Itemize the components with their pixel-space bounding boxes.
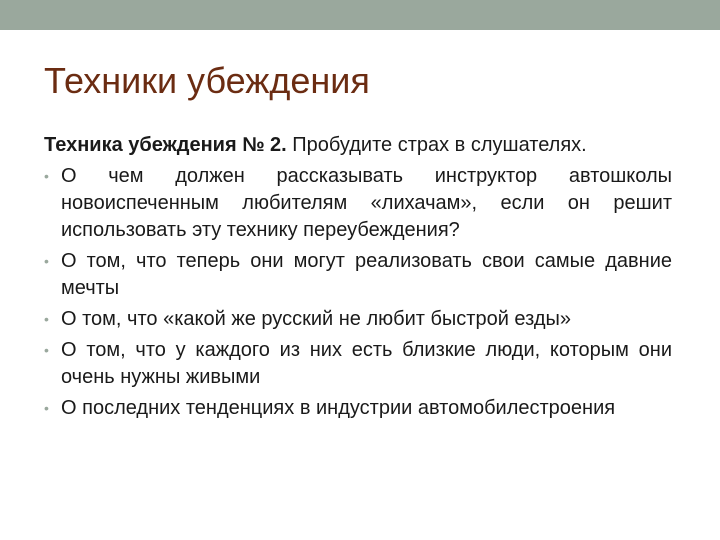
list-item bbox=[44, 395, 672, 422]
bullet-text: О том, что «какой же русский не любит быстрой езды» bbox=[61, 308, 571, 330]
bullet-dot-icon: • bbox=[44, 253, 49, 269]
bullet-dot-icon: • bbox=[44, 342, 49, 358]
slide-title: Техники убеждения bbox=[44, 60, 370, 101]
intro-text: Пробудите страх в слушателях. bbox=[286, 134, 587, 156]
bullet-dot-icon: • bbox=[44, 311, 49, 327]
list-item bbox=[44, 306, 672, 333]
bullet-text: О последних тенденциях в индустрии автомобилестроения bbox=[61, 397, 616, 419]
technique-label: Техника убеждения № 2. bbox=[44, 134, 287, 156]
list-item bbox=[44, 163, 672, 244]
bullet-list bbox=[44, 163, 672, 422]
list-item bbox=[44, 248, 672, 302]
bullet-dot-icon: • bbox=[44, 168, 49, 184]
bullet-text: О том, что у каждого из них есть близкие люди, которым они очень нужны живыми bbox=[61, 339, 672, 388]
top-accent-bar bbox=[0, 0, 720, 30]
intro-paragraph bbox=[44, 132, 672, 159]
bullet-dot-icon: • bbox=[44, 400, 49, 416]
bullet-text: О том, что теперь они могут реализовать свои самые давние мечты bbox=[61, 250, 672, 299]
slide-body bbox=[44, 132, 672, 426]
list-item bbox=[44, 337, 672, 391]
bullet-text: О чем должен рассказывать инструктор автошколы новоиспеченным любителям «лихачам», если он решит использовать эту технику переубеждения? bbox=[61, 165, 672, 241]
